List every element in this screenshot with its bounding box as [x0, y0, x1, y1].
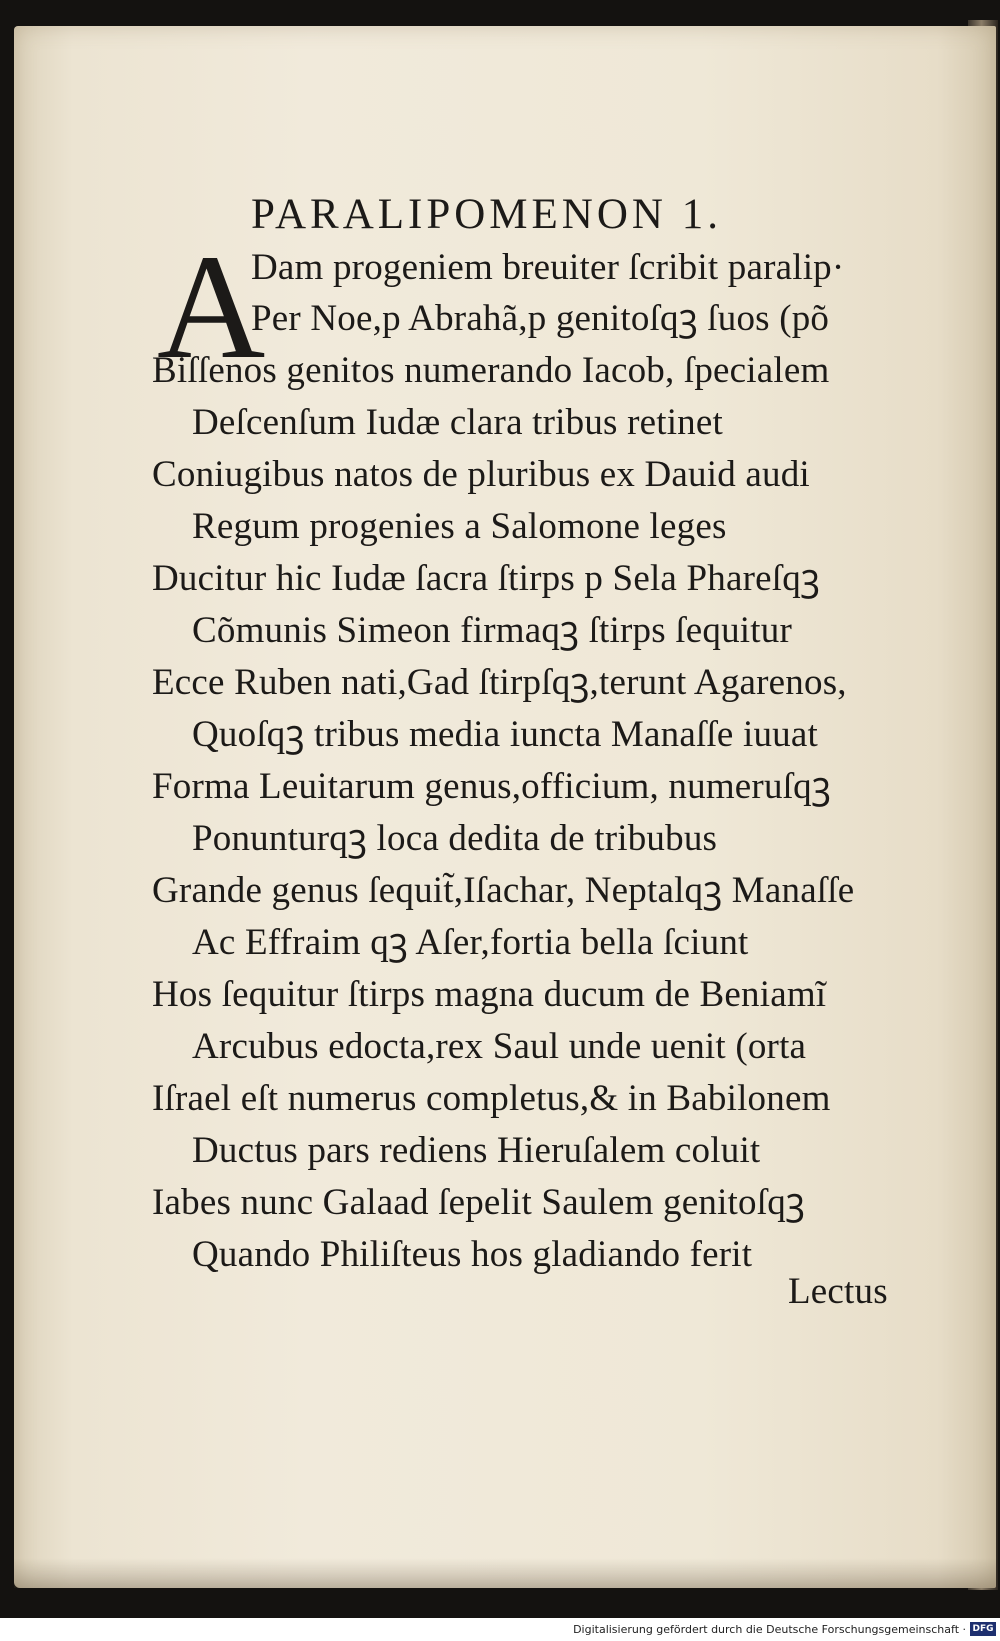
verse-line: Dam progeniem breuiter ſcribit paralip·	[251, 247, 845, 288]
verse-line: Arcubus edocta,rex Saul unde uenit (orta	[192, 1026, 807, 1067]
verse-line: Regum progenies a Salomone leges	[192, 506, 727, 547]
verse-line: Forma Leuitarum genus,officium, numeruſqꝫ	[152, 766, 831, 807]
verse-line: Biſſenos genitos numerando Iacob, ſpecialem	[152, 350, 830, 391]
verse-line: Ecce Ruben nati,Gad ſtirpſqꝫ,terunt Agarenos,	[152, 662, 847, 703]
dfg-logo: DFG	[970, 1622, 996, 1636]
verse-line: Cõmunis Simeon firmaqꝫ ſtirps ſequitur	[192, 610, 792, 651]
funding-credit: Digitalisierung gefördert durch die Deutsche Forschungsgemeinschaft ·	[573, 1623, 966, 1636]
initial-capital: A	[157, 224, 266, 390]
catchword: Lectus	[788, 1271, 888, 1312]
verse-line: Coniugibus natos de pluribus ex Dauid audi	[152, 454, 810, 495]
verse-line: Quando Philiſteus hos gladiando ferit	[192, 1234, 753, 1275]
verse-line: Iabes nunc Galaad ſepelit Saulem genitoſqꝫ	[152, 1182, 806, 1223]
verse-line: Grande genus ſequit̃,Iſachar, Neptalqꝫ Manaſſe	[152, 870, 855, 911]
running-header: PARALIPOMENON 1.	[251, 191, 722, 238]
verse-line: Ducitur hic Iudæ ſacra ſtirps p Sela Phareſqꝫ	[152, 558, 821, 599]
verse-line: Per Noe,p Abrahã,p genitoſqꝫ ſuos (põ	[251, 298, 830, 339]
verse-line: Ac Effraim qꝫ Aſer,fortia bella ſciunt	[192, 922, 749, 963]
verse-line: Ductus pars rediens Hieruſalem coluit	[192, 1130, 761, 1171]
verse-line: Ponunturqꝫ loca dedita de tribubus	[192, 818, 718, 859]
verse-line: Iſrael eſt numerus completus,& in Babilonem	[152, 1078, 831, 1119]
verse-line: Deſcenſum Iudæ clara tribus retinet	[192, 402, 723, 443]
verse-line: Quoſqꝫ tribus media iuncta Manaſſe iuuat	[192, 714, 818, 755]
verse-line: Hos ſequitur ſtirps magna ducum de Beniamĩ	[152, 974, 827, 1015]
